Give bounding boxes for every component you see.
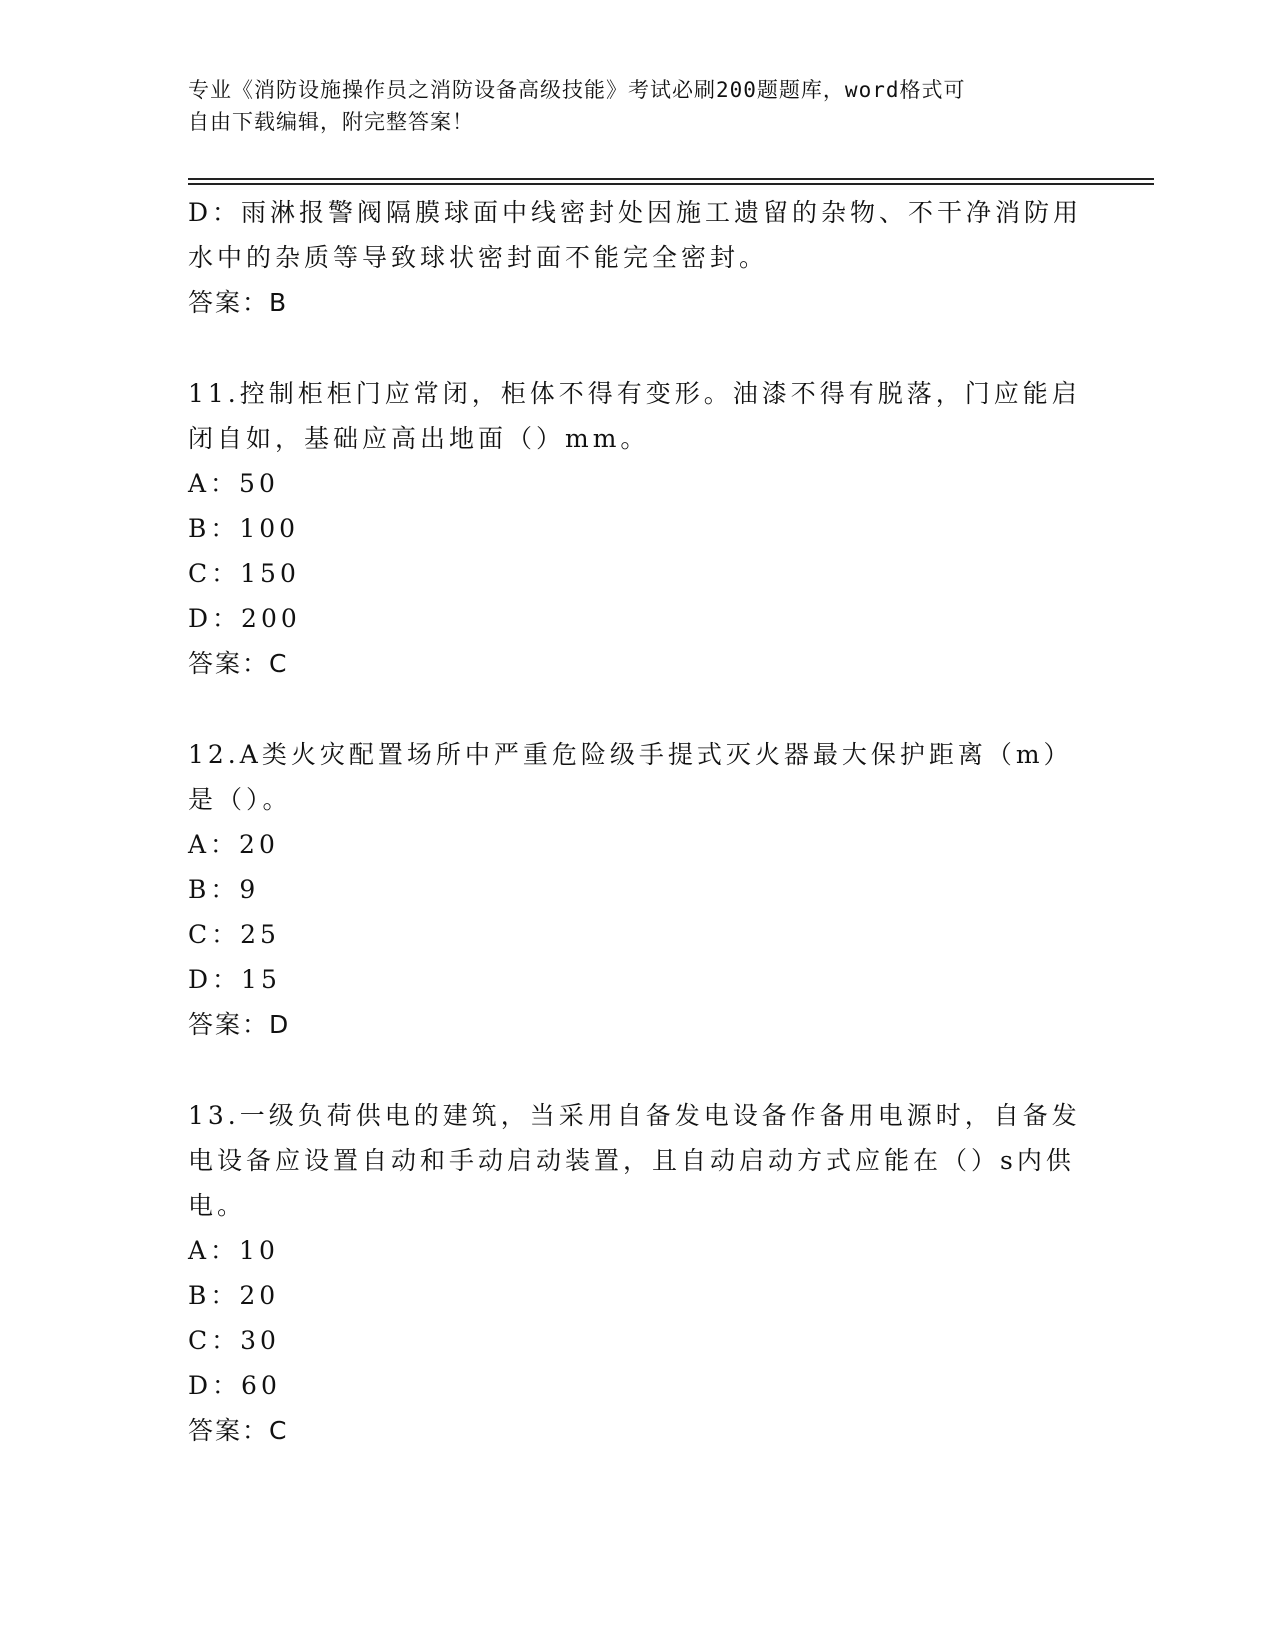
option-d: D：60	[188, 1371, 281, 1400]
answer-line: 答案：C	[188, 1416, 289, 1445]
question-13	[188, 1093, 1088, 1453]
header-line-2: 自由下载编辑，附完整答案！	[188, 110, 474, 134]
answer-line: 答案：C	[188, 649, 289, 678]
question-content	[188, 190, 1088, 1453]
question-11	[188, 371, 1088, 686]
document-header	[188, 74, 1088, 138]
spacer	[188, 325, 1088, 371]
answer-line: 答案：B	[188, 288, 289, 317]
answer-line: 答案：D	[188, 1010, 291, 1039]
option-b: B：100	[188, 514, 300, 543]
option-b: B：9	[188, 875, 260, 904]
question-stem: 13.一级负荷供电的建筑，当采用自备发电设备作备用电源时，自备发电设备应设置自动和手动启动装置，且自动启动方式应能在（）s内供电。	[188, 1101, 1081, 1220]
option-d: D：雨淋报警阀隔膜球面中线密封处因施工遗留的杂物、不干净消防用水中的杂质等导致球状密封面不能完全密封。	[188, 198, 1083, 272]
option-c: C：30	[188, 1326, 280, 1355]
option-a: A：20	[188, 830, 279, 859]
option-d: D：15	[188, 965, 281, 994]
question-stem: 12.A类火灾配置场所中严重危险级手提式灭火器最大保护距离（m）是（）。	[188, 740, 1073, 814]
option-d: D：200	[188, 604, 301, 633]
spacer	[188, 686, 1088, 732]
spacer	[188, 1047, 1088, 1093]
header-line-1: 专业《消防设施操作员之消防设备高级技能》考试必刷200题题库，word格式可	[188, 78, 966, 102]
option-b: B：20	[188, 1281, 280, 1310]
previous-question-tail	[188, 190, 1088, 325]
question-12	[188, 732, 1088, 1047]
option-c: C：25	[188, 920, 280, 949]
option-a: A：10	[188, 1236, 279, 1265]
header-divider-top	[188, 178, 1154, 180]
question-stem: 11.控制柜柜门应常闭，柜体不得有变形。油漆不得有脱落，门应能启闭自如，基础应高出地面（）mm。	[188, 379, 1081, 453]
header-divider-bottom	[188, 183, 1154, 185]
option-a: A：50	[188, 469, 279, 498]
option-c: C：150	[188, 559, 300, 588]
